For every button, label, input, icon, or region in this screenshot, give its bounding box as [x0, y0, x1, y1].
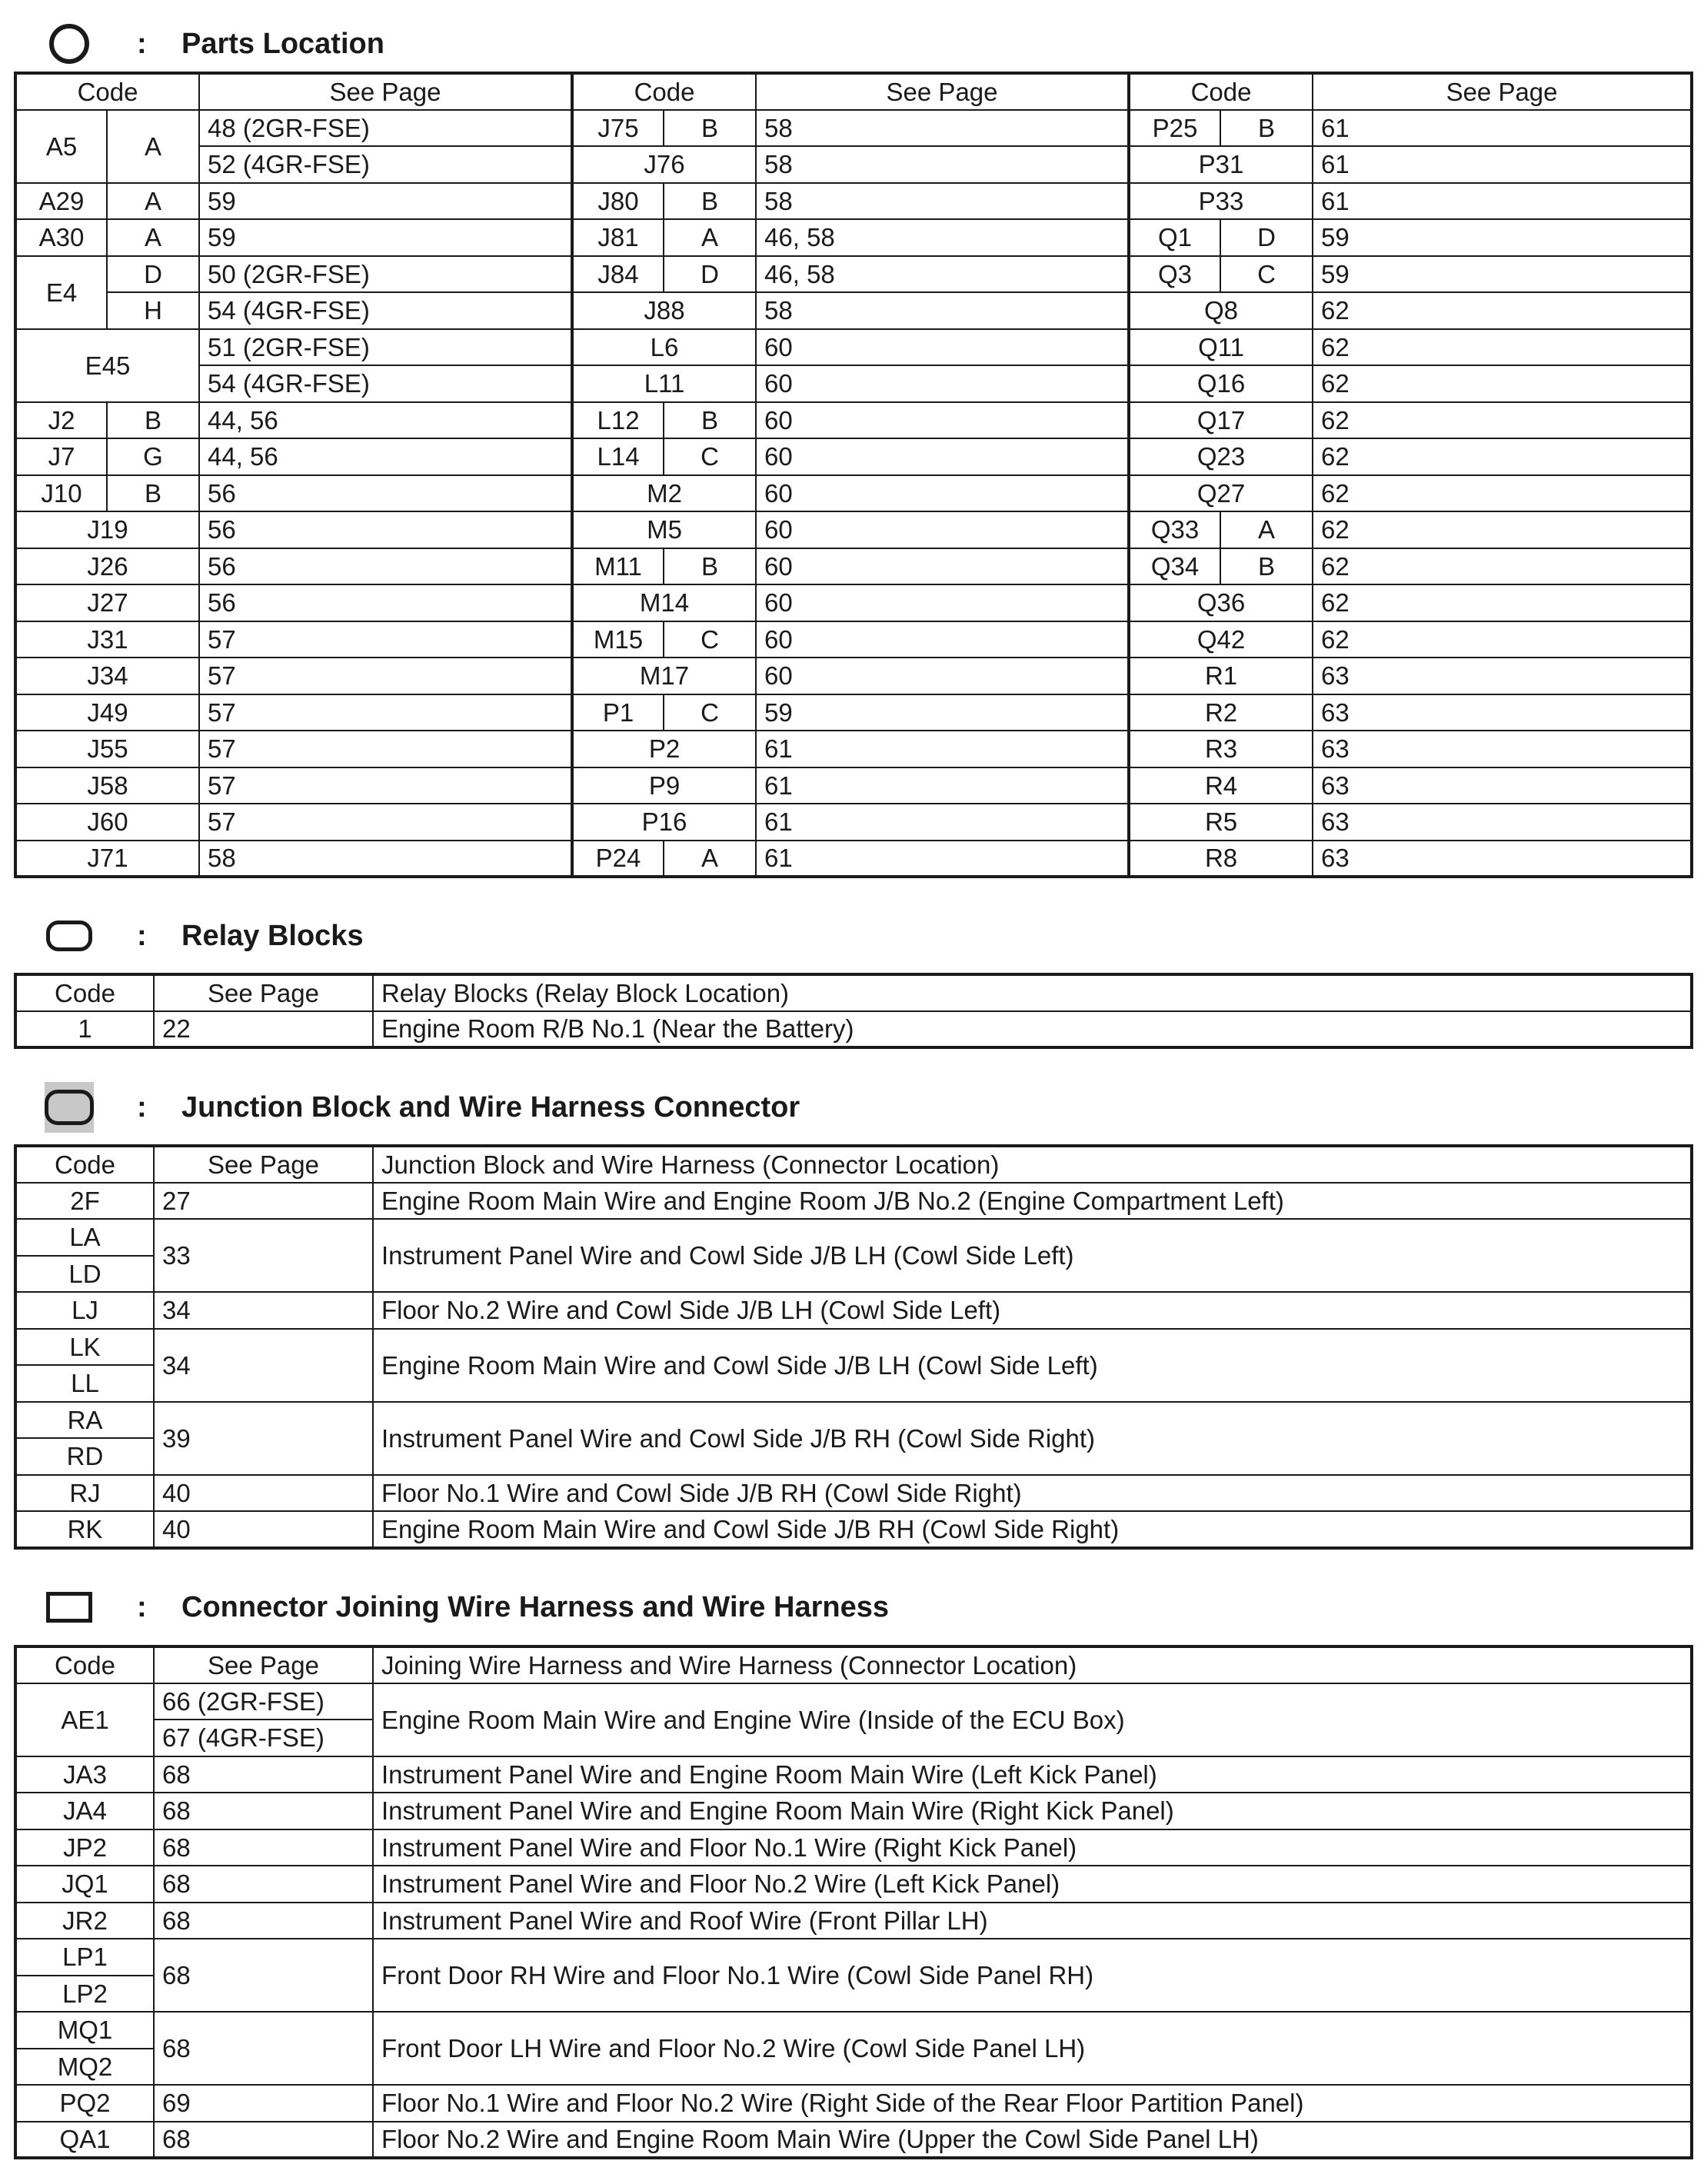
- table-row: [15, 694, 1692, 731]
- heading-colon: :: [137, 1590, 147, 1623]
- connector-code: RD: [15, 1438, 154, 1475]
- see-page-value: 62: [1313, 438, 1692, 475]
- connector-code: JQ1: [15, 1866, 154, 1903]
- part-code: R5: [1129, 804, 1313, 841]
- see-page-value: 66 (2GR-FSE): [154, 1683, 373, 1720]
- location-description: Engine Room R/B No.1 (Near the Battery): [373, 1011, 1692, 1048]
- connector-joining-heading: [46, 1584, 889, 1630]
- see-page-value: 54 (4GR-FSE): [199, 365, 572, 402]
- see-page-value: 56: [199, 548, 572, 585]
- connector-code: JP2: [15, 1829, 154, 1866]
- part-code: Q16: [1129, 365, 1313, 402]
- table-row: [15, 1011, 1692, 1048]
- table-row: [15, 2122, 1692, 2159]
- see-page-value: 63: [1313, 694, 1692, 731]
- see-page-value: 58: [756, 292, 1129, 329]
- part-code: P2: [572, 731, 756, 767]
- see-page-value: 60: [756, 548, 1129, 585]
- table-row: [15, 219, 1692, 256]
- code-header: Code: [15, 1146, 154, 1183]
- see-page-value: 60: [756, 584, 1129, 621]
- part-code: J55: [15, 731, 199, 767]
- see-page-value: 68: [154, 1756, 373, 1793]
- part-subcode: A: [107, 183, 199, 220]
- section-title: Connector Joining Wire Harness and Wire Harness: [181, 1590, 889, 1623]
- part-code: Q17: [1129, 402, 1313, 439]
- part-subcode: B: [1220, 110, 1313, 147]
- see-page-value: 68: [154, 1866, 373, 1903]
- see-page-value: 59: [199, 219, 572, 256]
- part-code: P1: [572, 694, 664, 731]
- table-row: [15, 767, 1692, 804]
- parts-location-table: [14, 72, 1693, 878]
- table-row: [15, 475, 1692, 512]
- part-subcode: A: [664, 841, 756, 877]
- part-subcode: C: [664, 621, 756, 658]
- code-header: Code: [572, 73, 756, 110]
- location-description: Engine Room Main Wire and Engine Room J/B No.2 (Engine Compartment Left): [373, 1183, 1692, 1220]
- connector-code: MQ1: [15, 2012, 154, 2049]
- see-page-value: 46, 58: [756, 256, 1129, 293]
- open-circle-icon: [46, 21, 92, 67]
- section-title: Relay Blocks: [181, 919, 364, 952]
- location-description: Floor No.2 Wire and Engine Room Main Wire (Upper the Cowl Side Panel LH): [373, 2122, 1692, 2159]
- see-page-value: 68: [154, 1829, 373, 1866]
- connector-code: JA3: [15, 1756, 154, 1793]
- see-page-value: 68: [154, 2012, 373, 2085]
- table-row: [15, 1511, 1692, 1548]
- connector-code: LP2: [15, 1976, 154, 2013]
- see-page-value: 52 (4GR-FSE): [199, 146, 572, 183]
- junction-block-heading: [46, 1084, 800, 1130]
- location-description: Front Door LH Wire and Floor No.2 Wire (Cowl Side Panel LH): [373, 2012, 1692, 2085]
- location-description: Front Door RH Wire and Floor No.1 Wire (Cowl Side Panel RH): [373, 1939, 1692, 2012]
- see-page-value: 60: [756, 402, 1129, 439]
- heading-colon: :: [137, 919, 147, 952]
- see-page-value: 63: [1313, 658, 1692, 694]
- see-page-value: 60: [756, 658, 1129, 694]
- see-page-value: 68: [154, 1939, 373, 2012]
- see-page-value: 58: [756, 110, 1129, 147]
- part-subcode: D: [664, 256, 756, 293]
- see-page-value: 61: [756, 841, 1129, 877]
- part-subcode: A: [664, 219, 756, 256]
- location-header: Junction Block and Wire Harness (Connector Location): [373, 1146, 1692, 1183]
- part-code: M2: [572, 475, 756, 512]
- location-description: Floor No.2 Wire and Cowl Side J/B LH (Cowl Side Left): [373, 1292, 1692, 1329]
- part-code: Q34: [1129, 548, 1220, 585]
- rounded-rectangle-icon: [46, 913, 92, 959]
- section-title: Parts Location: [181, 27, 384, 60]
- part-subcode: C: [664, 438, 756, 475]
- see-page-value: 48 (2GR-FSE): [199, 110, 572, 147]
- table-header-row: [15, 974, 1692, 1011]
- part-subcode: B: [1220, 548, 1313, 585]
- part-code: J75: [572, 110, 664, 147]
- part-code: Q33: [1129, 511, 1220, 548]
- part-code: Q8: [1129, 292, 1313, 329]
- part-code: L6: [572, 329, 756, 366]
- part-code: A30: [15, 219, 107, 256]
- table-row: [15, 1402, 1692, 1439]
- see-page-value: 60: [756, 475, 1129, 512]
- table-row: [15, 1903, 1692, 1939]
- see-page-header: See Page: [756, 73, 1129, 110]
- relay-blocks-table: [14, 973, 1693, 1049]
- part-code: A5: [15, 110, 107, 183]
- code-header: Code: [15, 974, 154, 1011]
- table-row: [15, 1475, 1692, 1512]
- location-description: Instrument Panel Wire and Cowl Side J/B LH (Cowl Side Left): [373, 1219, 1692, 1292]
- square-icon: [46, 1584, 92, 1630]
- part-code: Q23: [1129, 438, 1313, 475]
- see-page-value: 63: [1313, 841, 1692, 877]
- part-code: J71: [15, 841, 199, 877]
- see-page-value: 61: [1313, 110, 1692, 147]
- connector-code: LD: [15, 1256, 154, 1293]
- part-subcode: B: [664, 110, 756, 147]
- connector-code: MQ2: [15, 2049, 154, 2086]
- location-description: Instrument Panel Wire and Floor No.2 Wire (Left Kick Panel): [373, 1866, 1692, 1903]
- parts-location-heading: [46, 21, 384, 67]
- see-page-value: 54 (4GR-FSE): [199, 292, 572, 329]
- part-code: J26: [15, 548, 199, 585]
- part-code: E4: [15, 256, 107, 329]
- part-code: J34: [15, 658, 199, 694]
- see-page-value: 56: [199, 475, 572, 512]
- table-row: [15, 841, 1692, 877]
- see-page-value: 57: [199, 804, 572, 841]
- see-page-value: 34: [154, 1292, 373, 1329]
- see-page-value: 44, 56: [199, 402, 572, 439]
- part-code: L11: [572, 365, 756, 402]
- see-page-value: 59: [756, 694, 1129, 731]
- see-page-header: See Page: [1313, 73, 1692, 110]
- part-code: J49: [15, 694, 199, 731]
- see-page-value: 59: [1313, 256, 1692, 293]
- see-page-value: 63: [1313, 804, 1692, 841]
- part-code: Q11: [1129, 329, 1313, 366]
- see-page-value: 58: [199, 841, 572, 877]
- see-page-value: 60: [756, 329, 1129, 366]
- see-page-value: 57: [199, 767, 572, 804]
- see-page-header: See Page: [154, 1646, 373, 1683]
- connector-code: LP1: [15, 1939, 154, 1976]
- location-header: Relay Blocks (Relay Block Location): [373, 974, 1692, 1011]
- connector-code: AE1: [15, 1683, 154, 1756]
- see-page-header: See Page: [154, 1146, 373, 1183]
- part-code: J2: [15, 402, 107, 439]
- table-row: [15, 1939, 1692, 1976]
- see-page-value: 57: [199, 731, 572, 767]
- see-page-value: 62: [1313, 621, 1692, 658]
- table-row: [15, 658, 1692, 694]
- connector-code: RK: [15, 1511, 154, 1548]
- part-code: J76: [572, 146, 756, 183]
- part-code: M17: [572, 658, 756, 694]
- part-code: J81: [572, 219, 664, 256]
- part-code: M15: [572, 621, 664, 658]
- see-page-value: 63: [1313, 767, 1692, 804]
- see-page-value: 40: [154, 1511, 373, 1548]
- see-page-value: 56: [199, 584, 572, 621]
- connector-code: LK: [15, 1329, 154, 1366]
- connector-code: 2F: [15, 1183, 154, 1220]
- part-subcode: D: [107, 256, 199, 293]
- see-page-value: 62: [1313, 511, 1692, 548]
- part-code: J10: [15, 475, 107, 512]
- part-code: J19: [15, 511, 199, 548]
- table-header-row: [15, 1646, 1692, 1683]
- location-description: Engine Room Main Wire and Cowl Side J/B RH (Cowl Side Right): [373, 1511, 1692, 1548]
- relay-blocks-heading: [46, 913, 364, 959]
- section-title: Junction Block and Wire Harness Connector: [181, 1090, 800, 1124]
- part-subcode: A: [107, 110, 199, 183]
- heading-colon: :: [137, 27, 147, 60]
- table-header-row: [15, 73, 1692, 110]
- table-row: [15, 438, 1692, 475]
- heading-colon: :: [137, 1090, 147, 1124]
- table-row: [15, 1793, 1692, 1829]
- see-page-value: 59: [1313, 219, 1692, 256]
- see-page-value: 61: [1313, 146, 1692, 183]
- connector-code: RJ: [15, 1475, 154, 1512]
- see-page-value: 62: [1313, 402, 1692, 439]
- table-row: [15, 1829, 1692, 1866]
- table-row: [15, 511, 1692, 548]
- see-page-header: See Page: [154, 974, 373, 1011]
- connector-joining-table: [14, 1645, 1693, 2159]
- table-row: [15, 2085, 1692, 2122]
- part-code: J7: [15, 438, 107, 475]
- part-code: P25: [1129, 110, 1220, 147]
- table-row: [15, 1866, 1692, 1903]
- see-page-value: 68: [154, 2122, 373, 2159]
- see-page-value: 57: [199, 621, 572, 658]
- see-page-value: 33: [154, 1219, 373, 1292]
- table-row: [15, 2012, 1692, 2049]
- table-row: [15, 1292, 1692, 1329]
- location-description: Instrument Panel Wire and Cowl Side J/B RH (Cowl Side Right): [373, 1402, 1692, 1475]
- see-page-value: 60: [756, 621, 1129, 658]
- table-row: [15, 548, 1692, 585]
- table-row: [15, 1756, 1692, 1793]
- see-page-header: See Page: [199, 73, 572, 110]
- part-code: A29: [15, 183, 107, 220]
- part-code: Q36: [1129, 584, 1313, 621]
- part-subcode: A: [107, 219, 199, 256]
- part-code: J58: [15, 767, 199, 804]
- part-code: L12: [572, 402, 664, 439]
- table-row: [15, 365, 1692, 402]
- table-row: [15, 584, 1692, 621]
- see-page-value: 57: [199, 694, 572, 731]
- part-code: Q3: [1129, 256, 1220, 293]
- table-row: [15, 402, 1692, 439]
- part-code: P33: [1129, 183, 1313, 220]
- part-code: M14: [572, 584, 756, 621]
- see-page-value: 67 (4GR-FSE): [154, 1720, 373, 1756]
- see-page-value: 61: [1313, 183, 1692, 220]
- location-description: Floor No.1 Wire and Cowl Side J/B RH (Cowl Side Right): [373, 1475, 1692, 1512]
- table-row: [15, 110, 1692, 147]
- part-subcode: B: [107, 475, 199, 512]
- connector-code: LA: [15, 1219, 154, 1256]
- part-code: R8: [1129, 841, 1313, 877]
- part-code: J80: [572, 183, 664, 220]
- part-code: J60: [15, 804, 199, 841]
- connector-code: QA1: [15, 2122, 154, 2159]
- part-subcode: C: [1220, 256, 1313, 293]
- part-subcode: G: [107, 438, 199, 475]
- see-page-value: 44, 56: [199, 438, 572, 475]
- table-row: [15, 1219, 1692, 1256]
- location-description: Instrument Panel Wire and Roof Wire (Front Pillar LH): [373, 1903, 1692, 1939]
- see-page-value: 62: [1313, 584, 1692, 621]
- table-row: [15, 1329, 1692, 1366]
- connector-code: RA: [15, 1402, 154, 1439]
- see-page-value: 22: [154, 1011, 373, 1048]
- connector-code: LJ: [15, 1292, 154, 1329]
- table-row: [15, 1183, 1692, 1220]
- location-description: Instrument Panel Wire and Floor No.1 Wire (Right Kick Panel): [373, 1829, 1692, 1866]
- see-page-value: 62: [1313, 365, 1692, 402]
- part-code: R2: [1129, 694, 1313, 731]
- junction-block-table: [14, 1144, 1693, 1550]
- see-page-value: 40: [154, 1475, 373, 1512]
- part-code: R4: [1129, 767, 1313, 804]
- connector-code: PQ2: [15, 2085, 154, 2122]
- table-row: [15, 804, 1692, 841]
- connector-code: 1: [15, 1011, 154, 1048]
- see-page-value: 60: [756, 365, 1129, 402]
- part-subcode: A: [1220, 511, 1313, 548]
- location-description: Instrument Panel Wire and Engine Room Main Wire (Left Kick Panel): [373, 1756, 1692, 1793]
- part-code: M5: [572, 511, 756, 548]
- see-page-value: 62: [1313, 475, 1692, 512]
- see-page-value: 61: [756, 804, 1129, 841]
- part-code: E45: [15, 329, 199, 402]
- part-subcode: H: [107, 292, 199, 329]
- part-code: J84: [572, 256, 664, 293]
- part-code: P24: [572, 841, 664, 877]
- see-page-value: 58: [756, 146, 1129, 183]
- table-row: [15, 621, 1692, 658]
- code-header: Code: [15, 73, 199, 110]
- see-page-value: 46, 58: [756, 219, 1129, 256]
- part-subcode: B: [107, 402, 199, 439]
- see-page-value: 56: [199, 511, 572, 548]
- code-header: Code: [1129, 73, 1313, 110]
- location-header: Joining Wire Harness and Wire Harness (Connector Location): [373, 1646, 1692, 1683]
- see-page-value: 34: [154, 1329, 373, 1402]
- table-row: [15, 731, 1692, 767]
- see-page-value: 68: [154, 1793, 373, 1829]
- connector-code: JR2: [15, 1903, 154, 1939]
- location-description: Instrument Panel Wire and Engine Room Main Wire (Right Kick Panel): [373, 1793, 1692, 1829]
- table-row: [15, 256, 1692, 293]
- see-page-value: 27: [154, 1183, 373, 1220]
- table-row: [15, 329, 1692, 366]
- code-header: Code: [15, 1646, 154, 1683]
- part-code: M11: [572, 548, 664, 585]
- see-page-value: 57: [199, 658, 572, 694]
- part-subcode: B: [664, 548, 756, 585]
- see-page-value: 58: [756, 183, 1129, 220]
- see-page-value: 62: [1313, 292, 1692, 329]
- part-code: P9: [572, 767, 756, 804]
- see-page-value: 63: [1313, 731, 1692, 767]
- location-description: Engine Room Main Wire and Cowl Side J/B LH (Cowl Side Left): [373, 1329, 1692, 1402]
- table-header-row: [15, 1146, 1692, 1183]
- part-code: Q1: [1129, 219, 1220, 256]
- see-page-value: 60: [756, 511, 1129, 548]
- table-row: [15, 292, 1692, 329]
- location-description: Engine Room Main Wire and Engine Wire (Inside of the ECU Box): [373, 1683, 1692, 1756]
- table-row: [15, 1683, 1692, 1720]
- part-code: J88: [572, 292, 756, 329]
- part-code: L14: [572, 438, 664, 475]
- part-code: P16: [572, 804, 756, 841]
- location-description: Floor No.1 Wire and Floor No.2 Wire (Right Side of the Rear Floor Partition Panel): [373, 2085, 1692, 2122]
- part-subcode: C: [664, 694, 756, 731]
- see-page-value: 62: [1313, 548, 1692, 585]
- part-subcode: D: [1220, 219, 1313, 256]
- see-page-value: 68: [154, 1903, 373, 1939]
- part-code: R3: [1129, 731, 1313, 767]
- see-page-value: 59: [199, 183, 572, 220]
- part-subcode: B: [664, 402, 756, 439]
- part-code: Q27: [1129, 475, 1313, 512]
- part-code: J27: [15, 584, 199, 621]
- connector-code: LL: [15, 1365, 154, 1402]
- part-code: P31: [1129, 146, 1313, 183]
- table-row: [15, 146, 1692, 183]
- see-page-value: 61: [756, 731, 1129, 767]
- see-page-value: 69: [154, 2085, 373, 2122]
- see-page-value: 61: [756, 767, 1129, 804]
- table-row: [15, 183, 1692, 220]
- part-code: Q42: [1129, 621, 1313, 658]
- see-page-value: 60: [756, 438, 1129, 475]
- see-page-value: 50 (2GR-FSE): [199, 256, 572, 293]
- part-code: J31: [15, 621, 199, 658]
- shaded-rounded-rectangle-icon: [46, 1084, 92, 1130]
- connector-code: JA4: [15, 1793, 154, 1829]
- see-page-value: 51 (2GR-FSE): [199, 329, 572, 366]
- part-code: R1: [1129, 658, 1313, 694]
- see-page-value: 62: [1313, 329, 1692, 366]
- part-subcode: B: [664, 183, 756, 220]
- see-page-value: 39: [154, 1402, 373, 1475]
